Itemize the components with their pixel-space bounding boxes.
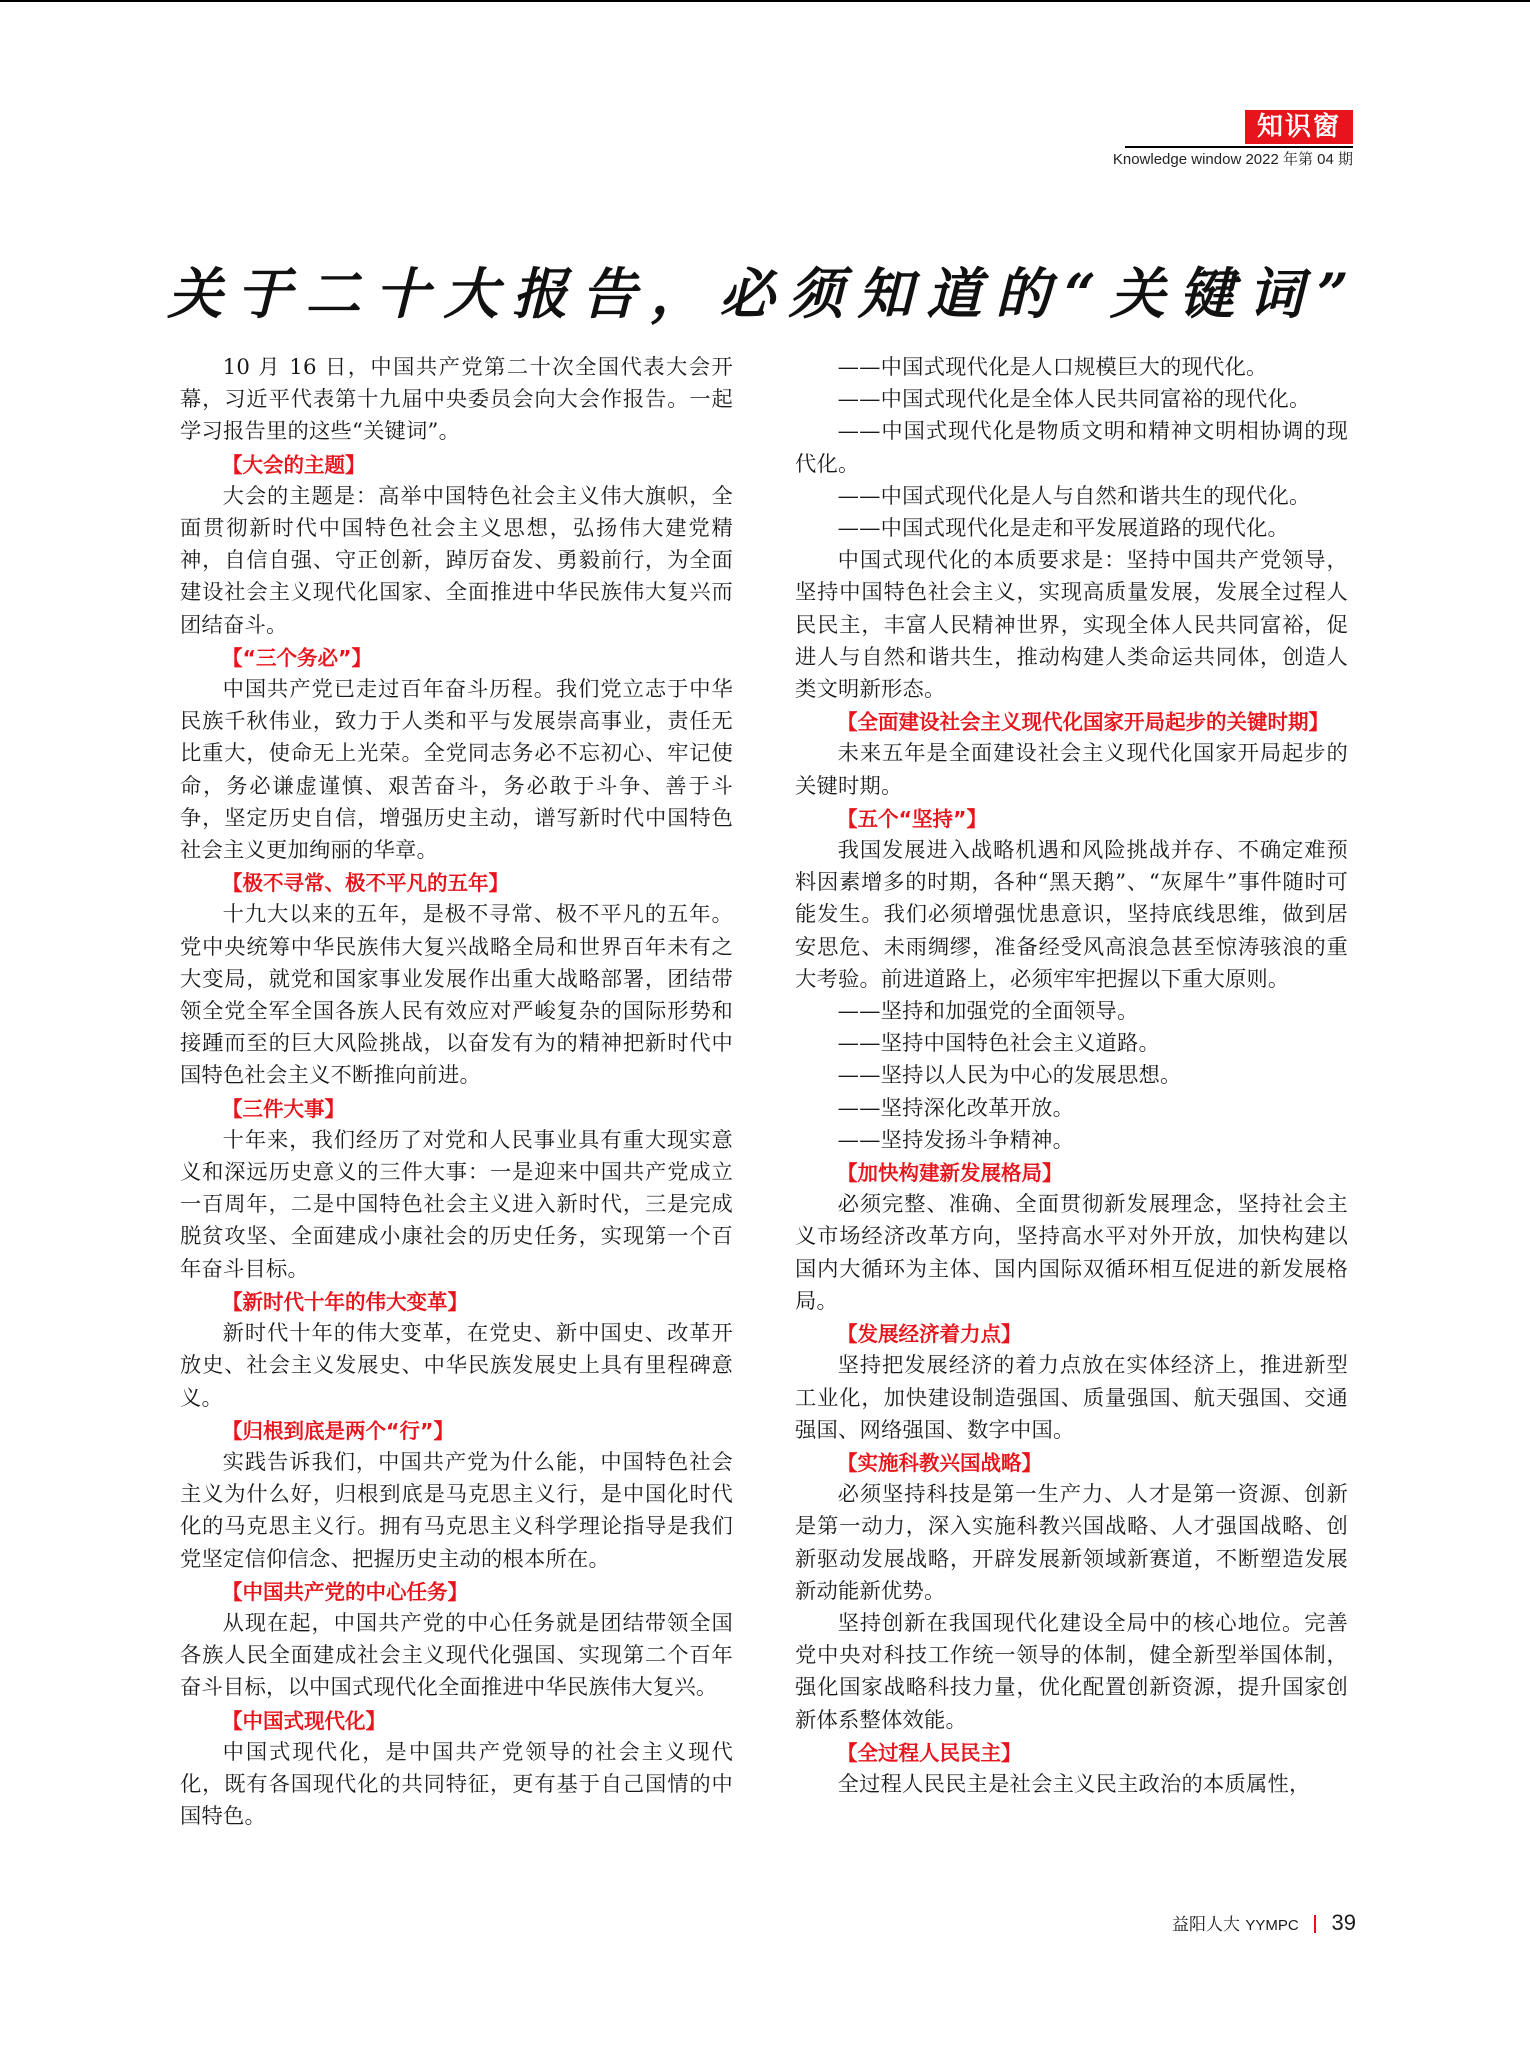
body-paragraph: 新时代十年的伟大变革，在党史、新中国史、改革开放史、社会主义发展史、中华民族发展史上具有里程碑意义。 xyxy=(180,1321,733,1411)
section-header xyxy=(1125,110,1353,148)
body-paragraph: ——中国式现代化是物质文明和精神文明相协调的现代化。 xyxy=(795,419,1348,477)
body-paragraph: 全过程人民民主是社会主义民主政治的本质属性， xyxy=(837,1771,1311,1797)
footer-separator xyxy=(1314,1915,1316,1933)
body-paragraph: 坚持创新在我国现代化建设全局中的核心地位。完善党中央对科技工作统一领导的体制，健全新型举国体制，强化国家战略科技力量，优化配置创新资源，提升国家创新体系整体效能。 xyxy=(795,1610,1348,1733)
section-heading: 【极不寻常、极不平凡的五年】 xyxy=(222,871,509,896)
page-footer xyxy=(1172,1910,1356,1936)
section-heading: 【中国共产党的中心任务】 xyxy=(222,1579,468,1604)
left-column xyxy=(180,352,733,1833)
body-paragraph: 10 月 16 日，中国共产党第二十次全国代表大会开幕，习近平代表第十九届中央委员会向大会作报告。一起学习报告里的这些“关键词”。 xyxy=(180,355,733,445)
body-paragraph: 实践告诉我们，中国共产党为什么能，中国特色社会主义为什么好，归根到底是马克思主义行，是中国化时代化的马克思主义行。拥有马克思主义科学理论指导是我们党坚定信仰信念、把握历史主动的根本所在。 xyxy=(180,1449,733,1572)
page-number: 39 xyxy=(1331,1910,1356,1935)
body-paragraph: 十九大以来的五年，是极不寻常、极不平凡的五年。党中央统筹中华民族伟大复兴战略全局和世界百年未有之大变局，就党和国家事业发展作出重大战略部署，团结带领全党全军全国各族人民有效应对严峻复杂的国际形势和接踵而至的巨大风险挑战，以奋发有为的精神把新时代中国特色社会主义不断推向前进。 xyxy=(180,902,733,1089)
body-paragraph: 未来五年是全面建设社会主义现代化国家开局起步的关键时期。 xyxy=(795,741,1348,799)
right-column xyxy=(795,352,1348,1801)
body-paragraph: 必须坚持科技是第一生产力、人才是第一资源、创新是第一动力，深入实施科教兴国战略、人才强国战略、创新驱动发展战略，开辟发展新领域新赛道，不断塑造发展新动能新优势。 xyxy=(795,1482,1348,1604)
body-paragraph: 十年来，我们经历了对党和人民事业具有重大现实意义和深远历史意义的三件大事：一是迎来中国共产党成立一百周年，二是中国特色社会主义进入新时代，三是完成脱贫攻坚、全面建成小康社会的历史任务，实现第一个百年奋斗目标。 xyxy=(180,1127,733,1282)
body-paragraph: ——坚持中国特色社会主义道路。 xyxy=(837,1031,1161,1057)
section-heading: 【全面建设社会主义现代化国家开局起步的关键时期】 xyxy=(837,710,1329,735)
section-heading: 【归根到底是两个“行”】 xyxy=(222,1418,454,1443)
section-heading: 【大会的主题】 xyxy=(222,452,366,477)
section-tag: 知识窗 xyxy=(1245,110,1353,144)
body-paragraph: ——中国式现代化是人与自然和谐共生的现代化。 xyxy=(837,483,1311,509)
body-paragraph: ——中国式现代化是人口规模巨大的现代化。 xyxy=(837,355,1268,380)
section-heading: 【“三个务必”】 xyxy=(222,645,372,670)
body-paragraph: ——坚持深化改革开放。 xyxy=(837,1095,1075,1121)
top-rule xyxy=(0,0,1530,2)
body-paragraph: ——中国式现代化是全体人民共同富裕的现代化。 xyxy=(837,387,1311,413)
body-paragraph: ——坚持发扬斗争精神。 xyxy=(837,1127,1075,1153)
footer-brand: 益阳人大 xyxy=(1171,1915,1240,1935)
body-paragraph: ——中国式现代化是走和平发展道路的现代化。 xyxy=(837,516,1290,542)
section-heading: 【加快构建新发展格局】 xyxy=(837,1161,1063,1186)
body-paragraph: 中国式现代化的本质要求是：坚持中国共产党领导，坚持中国特色社会主义，实现高质量发展，发展全过程人民民主，丰富人民精神世界，实现全体人民共同富裕，促进人与自然和谐共生，推动构建人类命运共同体，创造人类文明新形态。 xyxy=(795,548,1348,703)
section-heading: 【五个“坚持”】 xyxy=(837,806,987,831)
issue-info: Knowledge window 2022 年第 04 期 xyxy=(1112,151,1353,168)
body-paragraph: 坚持把发展经济的着力点放在实体经济上，推进新型工业化，加快建设制造强国、质量强国、航天强国、交通强国、网络强国、数字中国。 xyxy=(795,1353,1348,1443)
footer-brand-en: YYMPC xyxy=(1245,1917,1299,1934)
body-paragraph: ——坚持以人民为中心的发展思想。 xyxy=(837,1063,1182,1089)
body-paragraph: 必须完整、准确、全面贯彻新发展理念，坚持社会主义市场经济改革方向，坚持高水平对外开放，加快构建以国内大循环为主体、国内国际双循环相互促进的新发展格局。 xyxy=(795,1192,1348,1314)
body-paragraph: 从现在起，中国共产党的中心任务就是团结带领全国各族人民全面建成社会主义现代化强国、实现第二个百年奋斗目标，以中国式现代化全面推进中华民族伟大复兴。 xyxy=(180,1610,733,1701)
body-paragraph: ——坚持和加强党的全面领导。 xyxy=(837,999,1139,1025)
section-heading: 【实施科教兴国战略】 xyxy=(837,1450,1042,1475)
section-heading: 【发展经济着力点】 xyxy=(837,1322,1022,1347)
body-paragraph: 大会的主题是：高举中国特色社会主义伟大旗帜，全面贯彻新时代中国特色社会主义思想，弘扬伟大建党精神，自信自强、守正创新，踔厉奋发、勇毅前行，为全面建设社会主义现代化国家、全面推进中华民族伟大复兴而团结奋斗。 xyxy=(180,483,733,638)
section-heading: 【中国式现代化】 xyxy=(222,1708,386,1733)
section-heading: 【全过程人民民主】 xyxy=(837,1740,1022,1765)
article-title: 关于二十大报告，必须知道的“关键词” xyxy=(167,261,1363,326)
section-heading: 【三件大事】 xyxy=(222,1096,345,1121)
section-heading: 【新时代十年的伟大变革】 xyxy=(222,1289,468,1314)
body-paragraph: 我国发展进入战略机遇和风险挑战并存、不确定难预料因素增多的时期，各种“黑天鹅”、“灰犀牛”事件随时可能发生。我们必须增强忧患意识，坚持底线思维，做到居安思危、未雨绸缪，准备经受风高浪急甚至惊涛骇浪的重大考验。前进道路上，必须牢牢把握以下重大原则。 xyxy=(795,838,1348,992)
body-paragraph: 中国式现代化，是中国共产党领导的社会主义现代化，既有各国现代化的共同特征，更有基于自己国情的中国特色。 xyxy=(180,1739,733,1830)
body-paragraph: 中国共产党已走过百年奋斗历程。我们党立志于中华民族千秋伟业，致力于人类和平与发展崇高事业，责任无比重大，使命无上光荣。全党同志务必不忘初心、牢记使命，务必谦虚谨慎、艰苦奋斗，务必敢于斗争、善于斗争，坚定历史自信，增强历史主动，谱写新时代中国特色社会主义更加绚丽的华章。 xyxy=(180,677,733,864)
